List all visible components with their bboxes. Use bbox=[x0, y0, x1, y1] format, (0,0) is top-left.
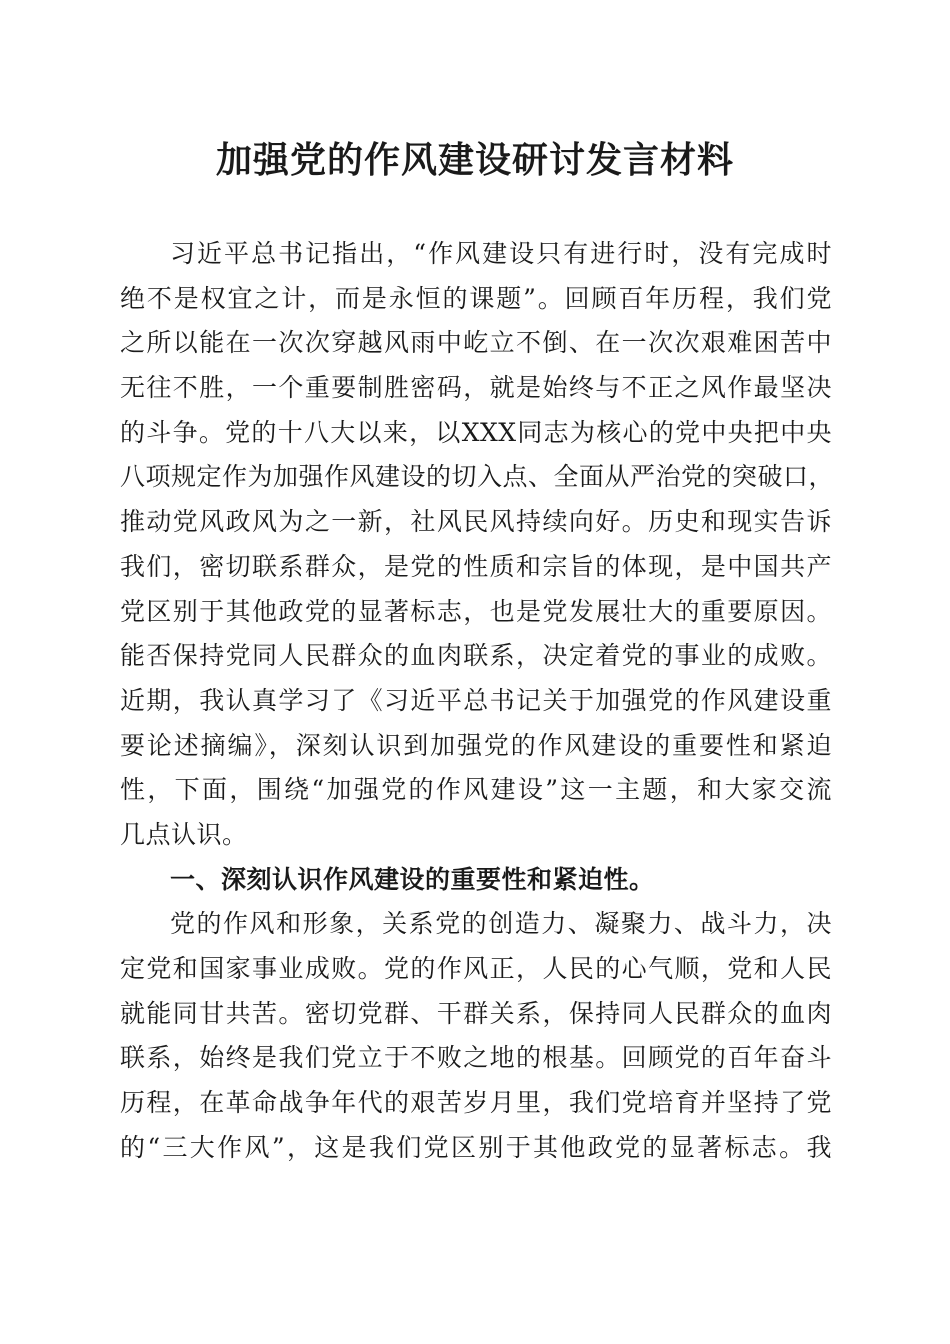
paragraph-1-line-13: 性，下面，围绕“加强党的作风建设”这一主题，和大家交流 bbox=[120, 775, 832, 805]
paragraph-1-line-4: 无往不胜，一个重要制胜密码，就是始终与不正之风作最坚决 bbox=[120, 373, 832, 403]
paragraph-1-line-12: 要论述摘编》，深刻认识到加强党的作风建设的重要性和紧迫 bbox=[120, 730, 832, 760]
paragraph-2-line-6: 的“三大作风”，这是我们党区别于其他政党的显著标志。我 bbox=[120, 1132, 832, 1162]
paragraph-2-line-3: 就能同甘共苦。密切党群、干群关系，保持同人民群众的血肉 bbox=[120, 998, 832, 1028]
section-heading-1: 一、深刻认识作风建设的重要性和紧迫性。 bbox=[170, 864, 655, 894]
paragraph-1-line-7: 推动党风政风为之一新，社风民风持续向好。历史和现实告诉 bbox=[120, 507, 832, 537]
paragraph-1-line-3: 之所以能在一次次穿越风雨中屹立不倒、在一次次艰难困苦中 bbox=[120, 328, 832, 358]
paragraph-1-line-10: 能否保持党同人民群众的血肉联系，决定着党的事业的成败。 bbox=[120, 641, 832, 671]
paragraph-2-line-1: 党的作风和形象，关系党的创造力、凝聚力、战斗力，决 bbox=[170, 909, 832, 939]
paragraph-1-line-8: 我们，密切联系群众，是党的性质和宗旨的体现，是中国共产 bbox=[120, 551, 832, 581]
paragraph-1-line-6: 八项规定作为加强作风建设的切入点、全面从严治党的突破口， bbox=[120, 462, 835, 492]
document-body bbox=[120, 232, 835, 1170]
paragraph-1-line-2: 绝不是权宜之计，而是永恒的课题”。回顾百年历程，我们党 bbox=[120, 283, 832, 313]
paragraph-1-line-5: 的斗争。党的十八大以来，以XXX同志为核心的党中央把中央 bbox=[120, 417, 832, 447]
paragraph-2-line-4: 联系，始终是我们党立于不败之地的根基。回顾党的百年奋斗 bbox=[120, 1043, 832, 1073]
paragraph-1-line-14: 几点认识。 bbox=[120, 819, 248, 849]
paragraph-2-line-2: 定党和国家事业成败。党的作风正，人民的心气顺，党和人民 bbox=[120, 954, 832, 983]
paragraph-1-line-1: 习近平总书记指出，“作风建设只有进行时，没有完成时 bbox=[170, 239, 832, 268]
paragraph-1-line-11: 近期，我认真学习了《习近平总书记关于加强党的作风建设重 bbox=[120, 685, 832, 715]
paragraph-2-line-5: 历程，在革命战争年代的艰苦岁月里，我们党培育并坚持了党 bbox=[120, 1088, 832, 1118]
document-title: 加强党的作风建设研讨发言材料 bbox=[215, 139, 734, 181]
paragraph-1-line-9: 党区别于其他政党的显著标志，也是党发展壮大的重要原因。 bbox=[120, 596, 832, 626]
